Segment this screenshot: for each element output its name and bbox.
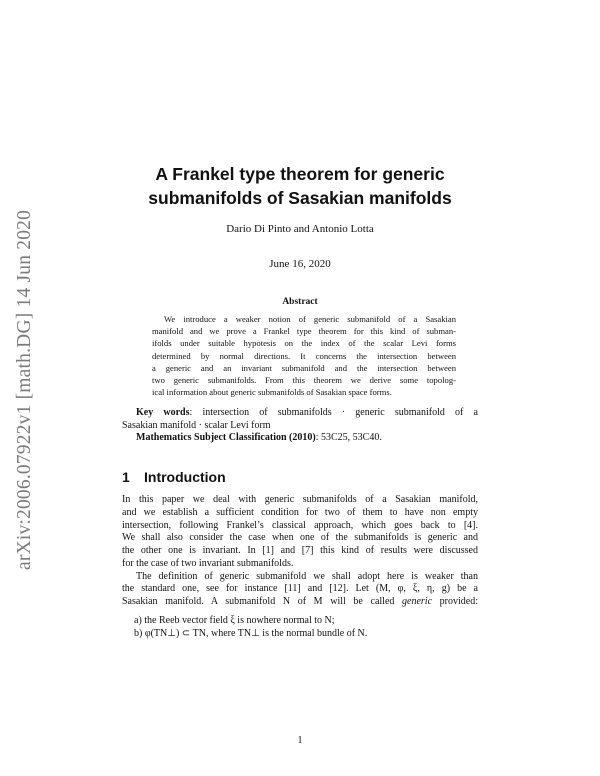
keywords-line-2: Sasakian manifold · scalar Levi form — [122, 419, 271, 431]
body-line: In this paper we deal with generic submanifolds of a Sasakian manifold, — [122, 494, 478, 505]
abstract-line: determined by normal directions. It concerns the intersection between — [152, 350, 456, 361]
body-line: and we establish a sufficient condition for two of them to have non empty — [122, 506, 478, 518]
abstract-line: a generic and an invariant submanifold and the intersection between — [152, 362, 456, 373]
body-text-run: Sasakian manifold. A submanifold N of M will be called — [122, 596, 403, 607]
abstract-line: We introduce a weaker notion of generic submanifold of a Sasakian — [164, 314, 456, 324]
msc-label: Mathematics Subject Classification (2010) — [136, 432, 316, 444]
arxiv-identifier[interactable]: arXiv:2006.07922v1 [math.DG] 14 Jun 2020 — [14, 209, 35, 570]
keywords-text: : intersection of submanifolds · generic submanifold of a — [189, 407, 478, 418]
body-line: for the case of two invariant submanifolds. — [122, 557, 294, 569]
body-line: We shall also consider the case when one of the submanifolds is generic and — [122, 532, 478, 544]
body-line: The definition of generic submanifold we shall adopt here is weaker than — [136, 570, 478, 582]
abstract-line: ifolds under suitable hypotesis on the index of the scalar Levi forms — [152, 338, 456, 349]
section-heading — [122, 469, 226, 485]
body-line — [122, 596, 478, 609]
date: June 16, 2020 — [269, 258, 331, 270]
msc-value: : 53C25, 53C40. — [315, 432, 382, 444]
section-title: Introduction — [144, 469, 226, 485]
title-line-2: submanifolds of Sasakian manifolds — [148, 188, 452, 208]
body-line: the standard one, see for instance [11] and [12]. Let (M, φ, ξ, η, g) be a — [122, 583, 478, 595]
keywords-label: Key words — [136, 407, 190, 418]
keywords-line-1 — [122, 407, 478, 420]
list-item: a) the Reeb vector field ξ is nowhere normal to N; — [134, 614, 335, 626]
body-text — [122, 494, 478, 640]
body-text-run: provided: — [432, 596, 479, 607]
title-line-1: A Frankel type theorem for generic — [155, 164, 445, 184]
page-number: 1 — [297, 735, 303, 746]
keywords-block — [122, 407, 478, 445]
authors: Dario Di Pinto and Antonio Lotta — [226, 223, 374, 235]
body-line: the other one is invariant. In [1] and [7] this kind of results were discussed — [122, 545, 478, 556]
emphasis-generic: generic — [402, 596, 433, 607]
msc-line — [122, 432, 478, 445]
paper-title — [100, 162, 500, 210]
abstract-body — [152, 313, 456, 398]
abstract-line: ical information about generic submanifolds of Sasakian space forms. — [152, 387, 392, 398]
abstract-line: manifold and we prove a Frankel type theorem for this kind of subman- — [152, 326, 456, 337]
section-number: 1 — [122, 469, 130, 485]
abstract-line: two generic submanifolds. From this theorem we derive some topolog- — [152, 375, 456, 386]
list-item: b) φ(TN⊥) ⊂ TN, where TN⊥ is the normal bundle of N. — [134, 627, 368, 639]
abstract-heading: Abstract — [282, 297, 318, 307]
body-line: intersection, following Frankel’s classical approach, which goes back to [4]. — [122, 519, 478, 531]
